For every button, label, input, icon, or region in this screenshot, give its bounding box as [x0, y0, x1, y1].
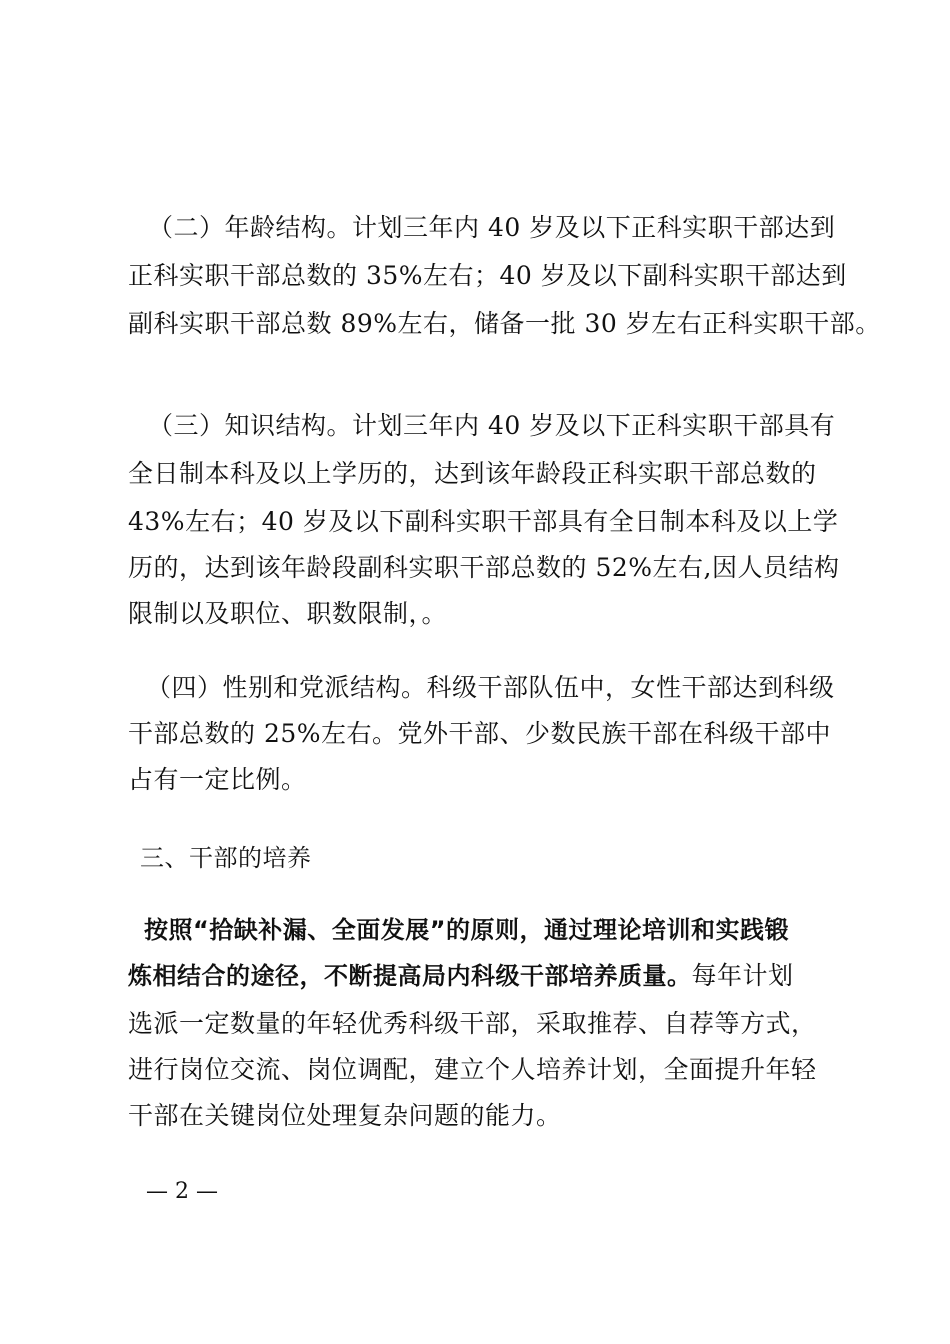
- section-knowledge-line-2: 全日制本科及以上学历的，达到该年龄段正科实职干部总数的: [128, 459, 817, 488]
- training-bold-line-1: 按照“拾缺补漏、全面发展”的原则，通过理论培训和实践锻: [144, 916, 790, 944]
- training-line-5: 干部在关键岗位处理复杂问题的能力。: [128, 1101, 562, 1130]
- section-gender-line-2: 干部总数的 25%左右。党外干部、少数民族干部在科级干部中: [128, 719, 832, 748]
- section-gender-line-1: （四）性别和党派结构。科级干部队伍中，女性干部达到科级: [146, 673, 835, 702]
- training-line-4: 进行岗位交流、岗位调配，建立个人培养计划，全面提升年轻: [128, 1055, 817, 1084]
- section-age-line-1: （二）年龄结构。计划三年内 40 岁及以下正科实职干部达到: [148, 213, 836, 242]
- section-age-line-2: 正科实职干部总数的 35%左右；40 岁及以下副科实职干部达到: [128, 261, 847, 290]
- training-line-3: 选派一定数量的年轻优秀科级干部，采取推荐、自荐等方式，: [128, 1009, 817, 1038]
- training-line-2-rest: 每年计划: [691, 961, 794, 990]
- page-number: — 2 —: [146, 1179, 218, 1204]
- section-heading-training: 三、干部的培养: [140, 844, 312, 872]
- section-knowledge-line-3: 43%左右；40 岁及以下副科实职干部具有全日制本科及以上学: [128, 507, 839, 536]
- training-line-2: [128, 960, 794, 992]
- training-bold-line-2: 炼相结合的途径，不断提高局内科级干部培养质量。: [128, 962, 692, 990]
- section-gender-line-3: 占有一定比例。: [128, 765, 307, 794]
- section-age-line-3: 副科实职干部总数 89%左右，储备一批 30 岁左右正科实职干部。: [128, 309, 881, 338]
- section-knowledge-line-5: 限制以及职位、职数限制，。: [128, 599, 448, 628]
- section-knowledge-line-1: （三）知识结构。计划三年内 40 岁及以下正科实职干部具有: [148, 411, 836, 440]
- section-knowledge-line-4: 历的，达到该年龄段副科实职干部总数的 52%左右,因人员结构: [128, 553, 840, 582]
